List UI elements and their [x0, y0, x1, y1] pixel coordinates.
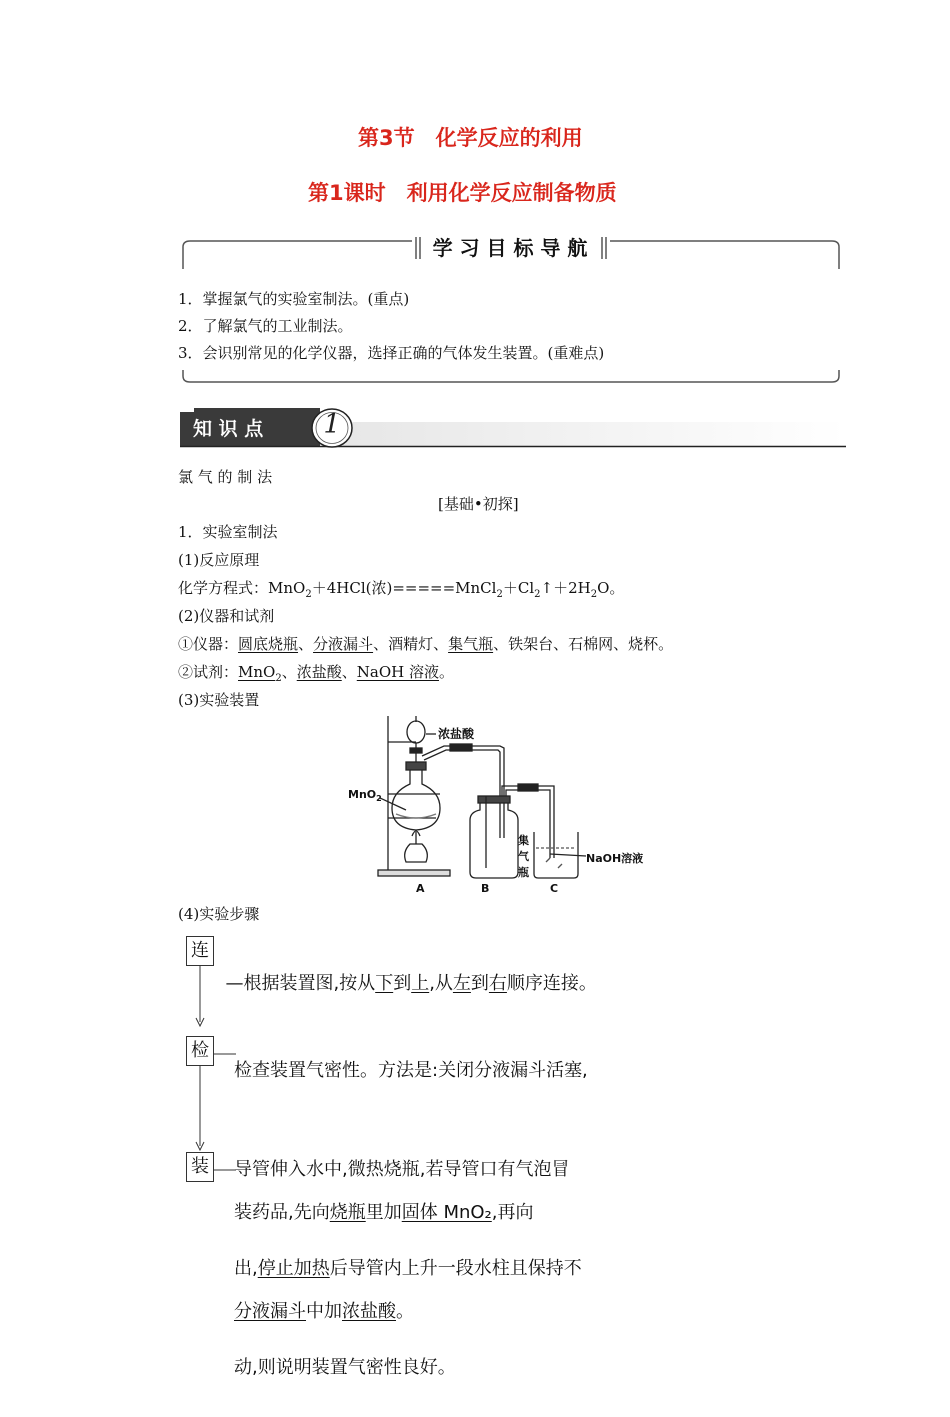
step-box-connect: 连 [186, 936, 214, 966]
underlined-answer: 分液漏斗 [234, 1301, 306, 1322]
subheading-apparatus: (3)实验装置 [178, 691, 260, 709]
label-b: B [481, 882, 490, 895]
step-text-fragment: 检查装置气密性。方法是:关闭分液漏斗活塞, [234, 1060, 588, 1081]
step-text-fragment: 到 [393, 973, 412, 994]
objectives-heading: 学 习 目 标 导 航 [432, 236, 588, 260]
step-text-fragment: 中加 [306, 1301, 342, 1322]
label-naoh: NaOH溶液 [586, 852, 644, 865]
step-text-fragment: 出, [234, 1258, 258, 1279]
step-text-fragment: 后导管内上升一段水柱且保持不 [329, 1258, 582, 1279]
underlined-answer: 浓盐酸 [342, 1301, 396, 1322]
lesson-title: 第1课时 利用化学反应制备物质 [308, 181, 617, 205]
step-text-fragment: 导管伸入水中,微热烧瓶,若导管口有气泡冒 [234, 1159, 570, 1180]
step-box-load: 装 [186, 1152, 214, 1182]
underlined-answer: 上 [411, 973, 430, 994]
apparatus-diagram [340, 712, 660, 902]
underlined-answer: 固体 MnO₂ [401, 1202, 492, 1223]
knowledge-point-banner [180, 408, 846, 448]
knowledge-point-number: 1 [323, 409, 341, 440]
step-line [234, 1295, 534, 1328]
subheading-steps: (4)实验步骤 [178, 905, 260, 923]
knowledge-point-label: 知 识 点 [193, 418, 264, 440]
steps-flow-arrows [186, 960, 216, 1180]
step-text-fragment: ,再向 [491, 1202, 534, 1223]
underlined-answer: 停止加热 [257, 1258, 330, 1279]
section-title: 第3节 化学反应的利用 [358, 126, 583, 150]
underlined-answer: 右 [488, 973, 507, 994]
instruments-line: ①仪器：圆底烧瓶、分液漏斗、酒精灯、集气瓶、铁架台、石棉网、烧杯。 [178, 635, 674, 653]
subheading-principle: (1)反应原理 [178, 551, 260, 569]
objective-item: 2．了解氯气的工业制法。 [178, 317, 353, 335]
underlined-answer: 左 [452, 973, 471, 994]
step-text-fragment: 顺序连接。 [506, 973, 597, 994]
label-mno2: MnO$_2$ [348, 788, 382, 803]
label-bottle-1: 集 [518, 834, 529, 847]
step-box-check: 检 [186, 1036, 214, 1066]
step-line [234, 1054, 588, 1087]
underlined-answer: 下 [375, 973, 394, 994]
step-text-fragment: —根据装置图,按从 [225, 973, 376, 994]
underlined-answer: 烧瓶 [329, 1202, 366, 1223]
label-a: A [416, 882, 425, 895]
objectives-bottom-border [180, 368, 842, 388]
label-c: C [550, 882, 559, 895]
step-text-load [234, 1130, 534, 1361]
topic-tag: [基础•初探] [438, 495, 519, 513]
topic-title: 氯 气 的 制 法 [178, 468, 273, 486]
step-text-fragment: 里加 [365, 1202, 402, 1223]
step-text-fragment: 动,则说明装置气密性良好。 [234, 1357, 456, 1378]
step-line [234, 1196, 534, 1229]
label-bottle-3: 瓶 [518, 866, 529, 879]
subheading-instruments: (2)仪器和试剂 [178, 607, 275, 625]
label-hcl: 浓盐酸 [438, 727, 475, 741]
step-text-fragment: ,从 [429, 973, 453, 994]
objective-item: 1．掌握氯气的实验室制法。(重点) [178, 290, 410, 308]
step-text-fragment: 到 [470, 973, 489, 994]
chemical-equation: 化学方程式：MnO$_2$＋4HCl(浓)$=====MnCl_2+Cl_2↑+2H_2O$。 [178, 579, 625, 600]
step-text-fragment: 。 [396, 1301, 414, 1322]
label-bottle-2: 气 [518, 850, 529, 863]
reagents-line: ②试剂：MnO$_2$、浓盐酸、NaOH 溶液。 [178, 663, 454, 684]
step-text-fragment: 装药品,先向 [234, 1202, 330, 1223]
objective-item: 3．会识别常见的化学仪器，选择正确的气体发生装置。(重难点) [178, 344, 605, 362]
section-heading: 1．实验室制法 [178, 523, 278, 541]
